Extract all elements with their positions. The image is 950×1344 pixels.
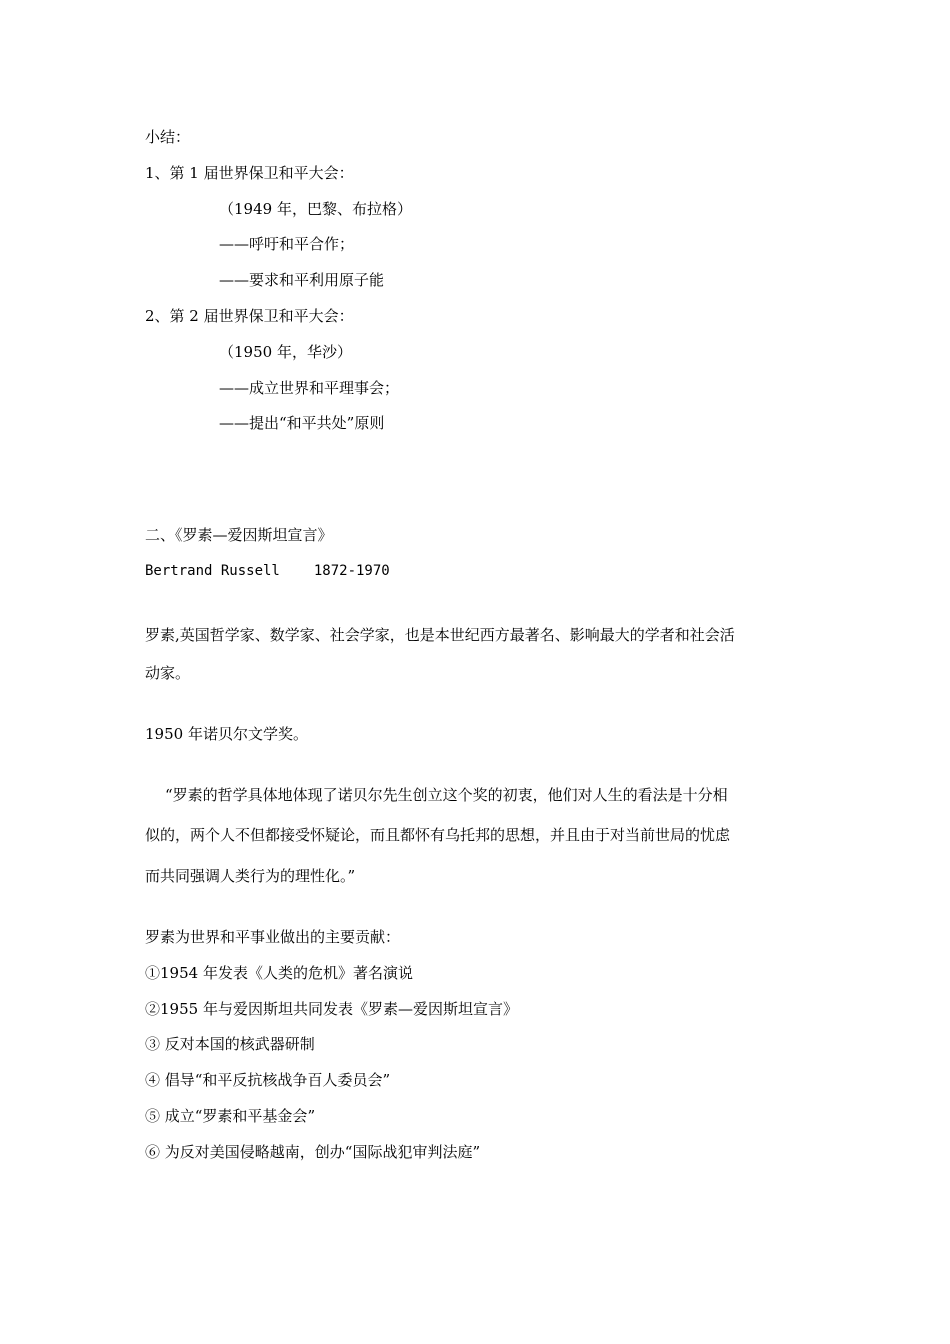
congress-2-point-1: ——成立世界和平理事会； — [219, 379, 400, 397]
russell-name-line — [145, 561, 390, 581]
section-2-heading: 二、《罗素—爱因斯坦宣言》 — [145, 526, 333, 544]
congress-2-point-2: ——提出“和平共处”原则 — [219, 414, 385, 432]
congress-2-date: （1950 年，华沙） — [219, 343, 352, 361]
contribution-item: ②1955 年与爱因斯坦共同发表《罗素—爱因斯坦宣言》 — [145, 1000, 518, 1018]
quote-line-3: 而共同强调人类行为的理性化。” — [145, 867, 356, 885]
russell-intro-line-1: 罗素,英国哲学家、数学家、社会学家，也是本世纪西方最著名、影响最大的学者和社会活 — [145, 626, 735, 644]
congress-1-point-2: ——要求和平利用原子能 — [219, 271, 385, 289]
quote-line-1: “罗素的哲学具体地体现了诺贝尔先生创立这个奖的初衷，他们对人生的看法是十分相 — [165, 786, 728, 804]
contribution-item: ⑤ 成立“罗素和平基金会” — [145, 1107, 316, 1125]
russell-years: 1872-1970 — [313, 563, 390, 579]
contribution-item: ⑥ 为反对美国侵略越南，创办“国际战犯审判法庭” — [145, 1143, 481, 1161]
congress-2-title: 2、第 2 届世界保卫和平大会： — [145, 307, 354, 325]
congress-1-point-1: ——呼吁和平合作； — [219, 235, 355, 253]
contribution-item: ④ 倡导“和平反抗核战争百人委员会” — [145, 1071, 391, 1089]
contribution-item: ①1954 年发表《人类的危机》著名演说 — [145, 964, 413, 982]
russell-name: Bertrand Russell — [145, 563, 280, 579]
contributions-heading: 罗素为世界和平事业做出的主要贡献： — [145, 928, 401, 946]
contribution-item: ③ 反对本国的核武器研制 — [145, 1035, 315, 1053]
congress-1-date: （1949 年，巴黎、布拉格） — [219, 200, 412, 218]
summary-heading: 小结： — [145, 128, 191, 146]
russell-intro-line-2: 动家。 — [145, 664, 191, 682]
congress-1-title: 1、第 1 届世界保卫和平大会： — [145, 164, 354, 182]
quote-line-2: 似的，两个人不但都接受怀疑论，而且都怀有乌托邦的思想，并且由于对当前世局的忧虑 — [145, 826, 731, 844]
nobel-line: 1950 年诺贝尔文学奖。 — [145, 725, 308, 743]
